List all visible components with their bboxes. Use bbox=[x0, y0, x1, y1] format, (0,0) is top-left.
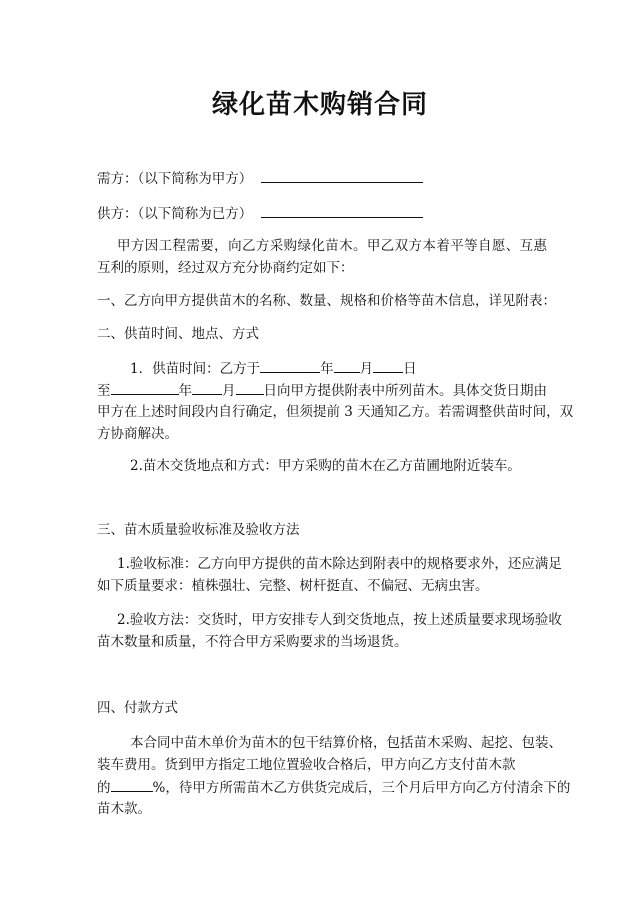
payment-percent-blank bbox=[111, 776, 153, 792]
section3-item2-line2: 苗木数量和质量，不符合甲方采购要求的当场退货。 bbox=[97, 634, 408, 650]
end-day-blank bbox=[236, 379, 264, 395]
section4-line2: 装车费用。货到甲方指定工地位置验收合格后，甲方向乙方支付苗木款 bbox=[97, 757, 516, 773]
section2-item1-line2 bbox=[97, 379, 547, 402]
payment-prefix: 的 bbox=[97, 780, 111, 796]
section4-line4: 苗木款。 bbox=[97, 801, 151, 817]
section2-item1-line1 bbox=[130, 357, 580, 380]
month-label: 月 bbox=[359, 361, 374, 377]
section2-item2: 2.苗木交货地点和方式：甲方采购的苗木在乙方苗圃地附近装车。 bbox=[130, 458, 521, 474]
start-month-blank bbox=[334, 357, 360, 373]
start-day-blank bbox=[373, 357, 403, 373]
year-label: 年 bbox=[320, 361, 334, 377]
day-label: 日 bbox=[403, 361, 417, 377]
payment-suffix: %，待甲方所需苗木乙方供货完成后，三个月后甲方向乙方付清余下的 bbox=[152, 780, 571, 796]
start-year-blank bbox=[260, 357, 320, 373]
document-title: 绿化苗木购销合同 bbox=[211, 90, 428, 120]
intro-paragraph: 甲方因工程需要，向乙方采购绿化苗木。甲乙双方本着平等自愿、互惠互利的原则，经过双方充分协商约定如下： bbox=[97, 238, 547, 276]
section3-heading: 三、苗木质量验收标准及验收方法 bbox=[97, 522, 300, 538]
supply-time-label: 1．供苗时间：乙方于 bbox=[130, 361, 261, 377]
seller-name-blank bbox=[261, 202, 423, 218]
section1-text: 一、乙方向甲方提供苗木的名称、数量、规格和价格等苗木信息，详见附表： bbox=[97, 293, 556, 309]
end-month-blank bbox=[192, 379, 222, 395]
seller-line bbox=[97, 202, 547, 225]
buyer-name-blank bbox=[261, 167, 423, 183]
section3-item2-line1: 2.验收方法：交货时，甲方安排专人到交货地点，按上述质量要求现场验收 bbox=[117, 612, 562, 628]
section3-item1-line1: 1.验收标准：乙方向甲方提供的苗木除达到附表中的规格要求外，还应满足 bbox=[117, 556, 562, 572]
section2-heading: 二、供苗时间、地点、方式 bbox=[97, 326, 259, 342]
buyer-label: 需方：（以下简称为甲方） bbox=[97, 171, 253, 187]
supply-time-suffix: 日向甲方提供附表中所列苗木。具体交货日期由 bbox=[263, 383, 547, 399]
buyer-line bbox=[97, 167, 547, 190]
month-label: 月 bbox=[222, 383, 236, 399]
section4-line3 bbox=[97, 776, 571, 799]
section2-item1-line3: 甲方在上述时间段内自行确定，但须提前 3 天通知乙方。若需调整供苗时间，双 bbox=[97, 404, 574, 420]
to-label: 至 bbox=[97, 383, 111, 399]
end-year-blank bbox=[111, 379, 179, 395]
section2-item1-line4: 方协商解决。 bbox=[97, 426, 178, 442]
section3-item1-line2: 如下质量要求：植株强壮、完整、树杆挺直、不偏冠、无病虫害。 bbox=[97, 578, 489, 594]
section4-line1: 本合同中苗木单价为苗木的包干结算价格，包括苗木采购、起挖、包装、 bbox=[130, 735, 562, 751]
seller-label: 供方：（以下简称为已方） bbox=[97, 206, 253, 222]
year-label: 年 bbox=[178, 383, 192, 399]
section4-heading: 四、付款方式 bbox=[97, 700, 178, 716]
